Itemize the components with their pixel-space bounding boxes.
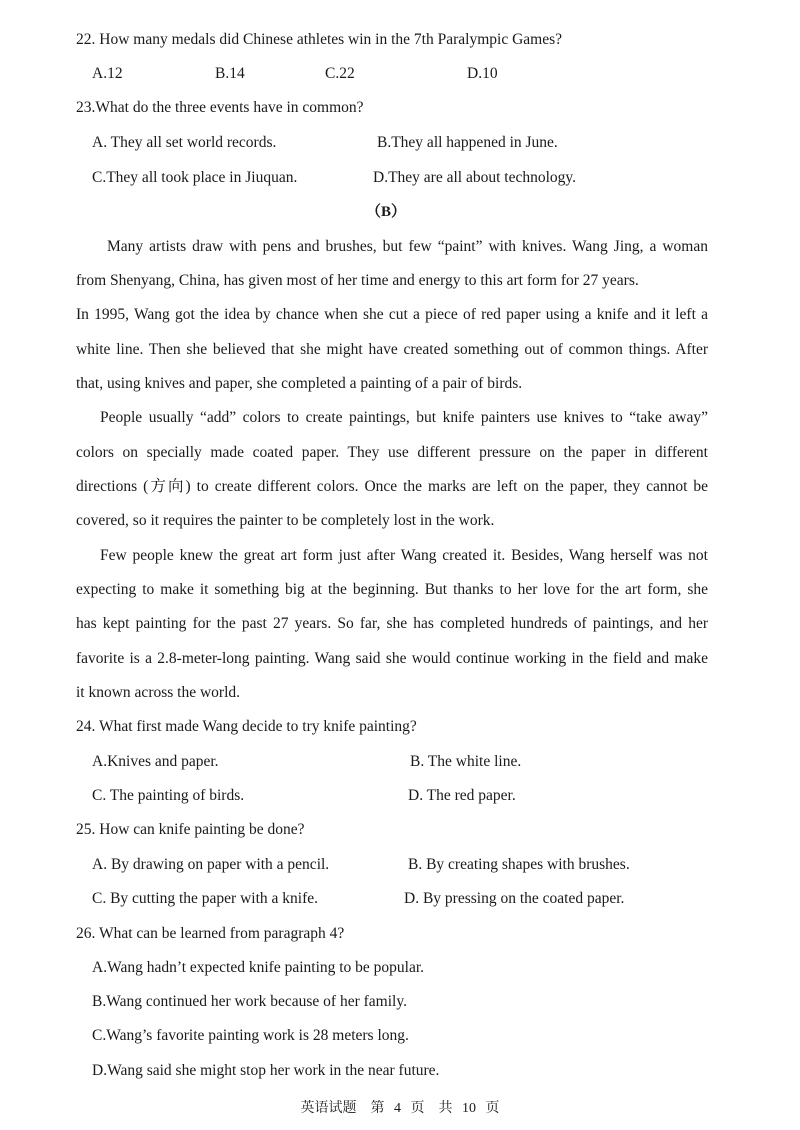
passage-p1-line-1: Many artists draw with pens and brushes, but few “paint” with knives. Wang Jing, a woman [107, 238, 708, 255]
q23-option-b: B.They all happened in June. [377, 134, 558, 151]
passage-p3-line-2: colors on specially made coated paper. They use different pressure on the paper in different [76, 444, 708, 461]
question-23: 23.What do the three events have in common? [76, 99, 364, 116]
q25-option-c: C. By cutting the paper with a knife. [92, 890, 318, 907]
q24-option-a: A.Knives and paper. [92, 753, 219, 770]
q25-option-a: A. By drawing on paper with a pencil. [92, 856, 330, 873]
q25-option-d: D. By pressing on the coated paper. [404, 890, 625, 907]
q24-option-d: D. The red paper. [408, 787, 516, 804]
q26-option-c: C.Wang’s favorite painting work is 28 meters long. [92, 1027, 409, 1044]
passage-p3-line-3: directions (方向) to create different colors. Once the marks are left on the paper, they cannot be [76, 478, 708, 495]
q26-option-d: D.Wang said she might stop her work in the near future. [92, 1062, 440, 1079]
passage-p3-line-1: People usually “add” colors to create paintings, but knife painters use knives to “take away” [100, 409, 708, 426]
passage-p3-line-4: covered, so it requires the painter to be completely lost in the work. [76, 512, 495, 529]
question-25: 25. How can knife painting be done? [76, 821, 305, 838]
q22-option-a: A.12 [92, 65, 123, 82]
section-b-heading: （B） [365, 204, 406, 220]
q26-option-a: A.Wang hadn’t expected knife painting to be popular. [92, 959, 425, 976]
passage-p1-line-2: from Shenyang, China, has given most of her time and energy to this art form for 27 years. [76, 272, 639, 289]
passage-p4-line-4: favorite is a 2.8-meter-long painting. Wang said she would continue working in the field and make [76, 650, 708, 667]
passage-p2-line-2: white line. Then she believed that she might have created something out of common things. After [76, 341, 708, 358]
passage-p4-line-1: Few people knew the great art form just after Wang created it. Besides, Wang herself was not [100, 547, 708, 564]
q24-option-c: C. The painting of birds. [92, 787, 245, 804]
question-22: 22. How many medals did Chinese athletes win in the 7th Paralympic Games? [76, 31, 562, 48]
q25-option-b: B. By creating shapes with brushes. [408, 856, 630, 873]
page-footer: 英语试题 第 4 页 共 10 页 [300, 1101, 500, 1116]
question-26: 26. What can be learned from paragraph 4? [76, 925, 345, 942]
q22-option-c: C.22 [325, 65, 355, 82]
q23-option-a: A. They all set world records. [92, 134, 277, 151]
question-24: 24. What first made Wang decide to try knife painting? [76, 718, 417, 735]
q22-option-d: D.10 [467, 65, 498, 82]
q23-option-d: D.They are all about technology. [373, 169, 577, 186]
passage-p2-line-1: In 1995, Wang got the idea by chance when she cut a piece of red paper using a knife and it left a [76, 306, 708, 323]
q23-option-c: C.They all took place in Jiuquan. [92, 169, 298, 186]
passage-p4-line-2: expecting to make it something big at the beginning. But thanks to her love for the art form, she [76, 581, 708, 598]
q24-option-b: B. The white line. [410, 753, 522, 770]
passage-p4-line-3: has kept painting for the past 27 years. So far, she has completed hundreds of paintings, and her [76, 615, 708, 632]
passage-p2-line-3: that, using knives and paper, she completed a painting of a pair of birds. [76, 375, 523, 392]
q22-option-b: B.14 [215, 65, 245, 82]
q26-option-b: B.Wang continued her work because of her family. [92, 993, 407, 1010]
passage-p4-line-5: it known across the world. [76, 684, 241, 701]
